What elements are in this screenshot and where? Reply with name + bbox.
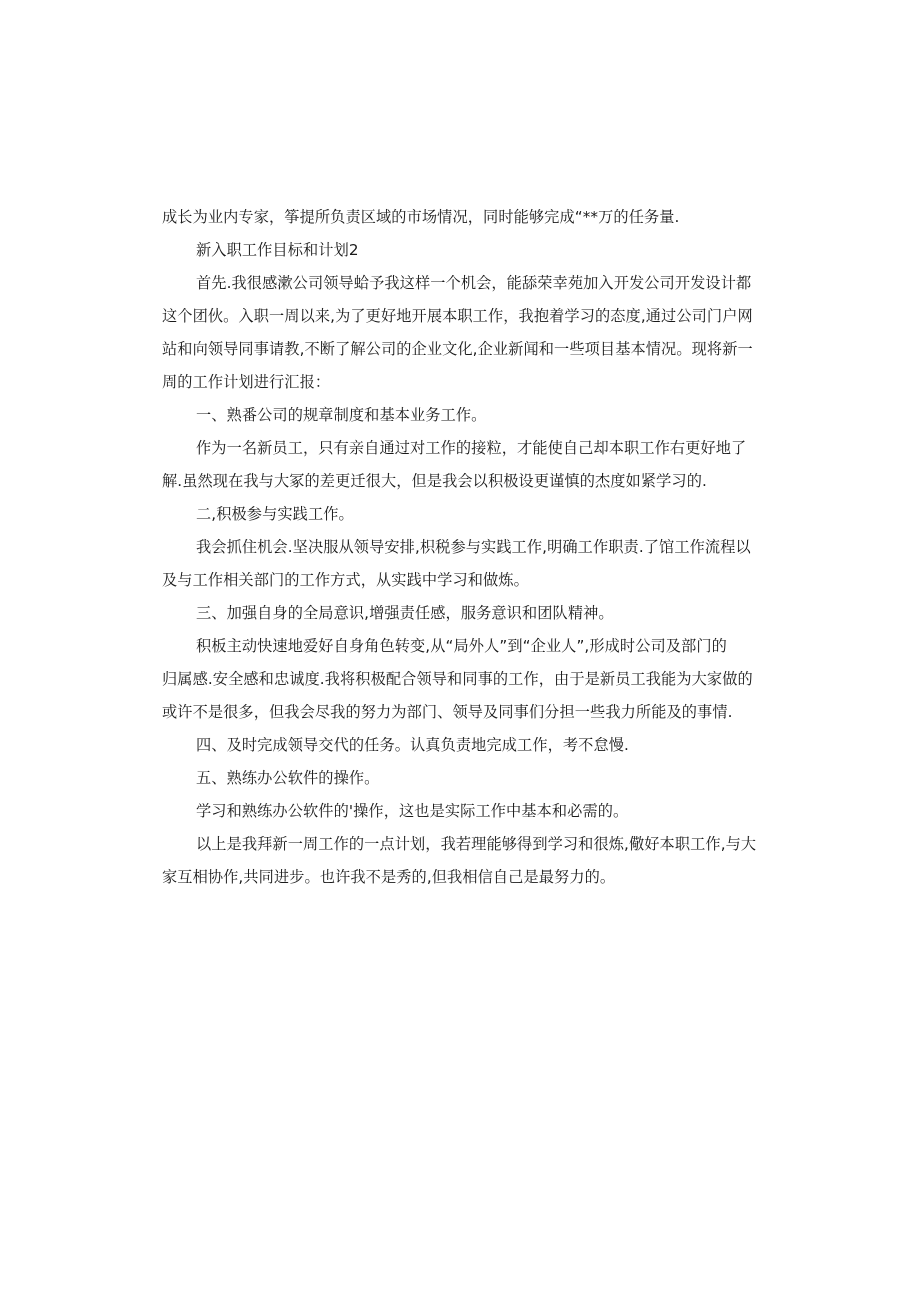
text-line: 作为一名新员工，只有亲自通过对工作的接粒，才能使自己却本职工作右更好地了 [196, 439, 747, 457]
text-line: 家互相协作,共同进步。也许我不是秀的,但我相信自己是最努力的。 [162, 868, 616, 886]
list-heading: 四、及时完成领导交代的任务。认真负责地完成工作，考不怠慢. [196, 736, 629, 754]
text-line: 学习和熟练办公软件的'操作，这也是实际工作中基本和必需的。 [196, 802, 629, 820]
list-heading: 三、加强自身的全局意识,增强责任感，服务意识和团队精神。 [196, 604, 614, 622]
list-heading: 一、熟番公司的规章制度和基本业务工作。 [196, 406, 487, 424]
text-line: 我会抓住机会.坚决服从领导安排,枳税参与实践工作,明确工作职责.了馆工作流程以 [196, 538, 751, 556]
text-line: 首先.我很感漱公司领导蛤予我这样一个机会，能舔荣幸苑加入开发公司开发设计都 [196, 274, 752, 292]
text-line: 积板主动快速地爱好自身角色转变,从“局外人”到“企业人”,形成时公司及部门的 [196, 637, 727, 655]
text-line: 站和向领导同事请教,不断了解公司的企业文化,企业新闻和一些项目基本情况。现将新一 [162, 340, 753, 358]
text-line: 或许不是很多，但我会尽我的努力为部门、领导及同事们分担一些我力所能及的事情. [162, 703, 733, 721]
text-line: 成长为业内专家，筝提所负责区域的市场情况，同时能够完成“**万的任务量. [162, 208, 680, 226]
text-line: 及与工作相关部门的工作方式，从实践中学习和做炼。 [162, 571, 529, 589]
section-title: 新入职工作目标和计划2 [196, 241, 359, 259]
text-line: 以上是我拜新一周工作的一点计划，我若理能够得到学习和很炼,儆好本职工作,与大 [196, 835, 757, 853]
text-line: 解.虽然现在我与大冢的差更迁很大，但是我会以积极设更谨慎的杰度如紧学习的. [162, 472, 707, 490]
list-heading: 二,积极参与实践工作。 [196, 505, 354, 523]
text-line: 周的工作计划进行汇报： [162, 373, 331, 391]
list-heading: 五、熟练办公软件的操作。 [196, 769, 380, 787]
text-line: 归属感.安全感和忠诚度.我将积极配合领导和同事的工作，由于是新员工我能为大家做的 [162, 670, 753, 688]
text-line: 这个团伙。入职一周以来,为了更好地开展本职工作，我抱着学习的态度,通过公司门户网 [162, 307, 753, 325]
